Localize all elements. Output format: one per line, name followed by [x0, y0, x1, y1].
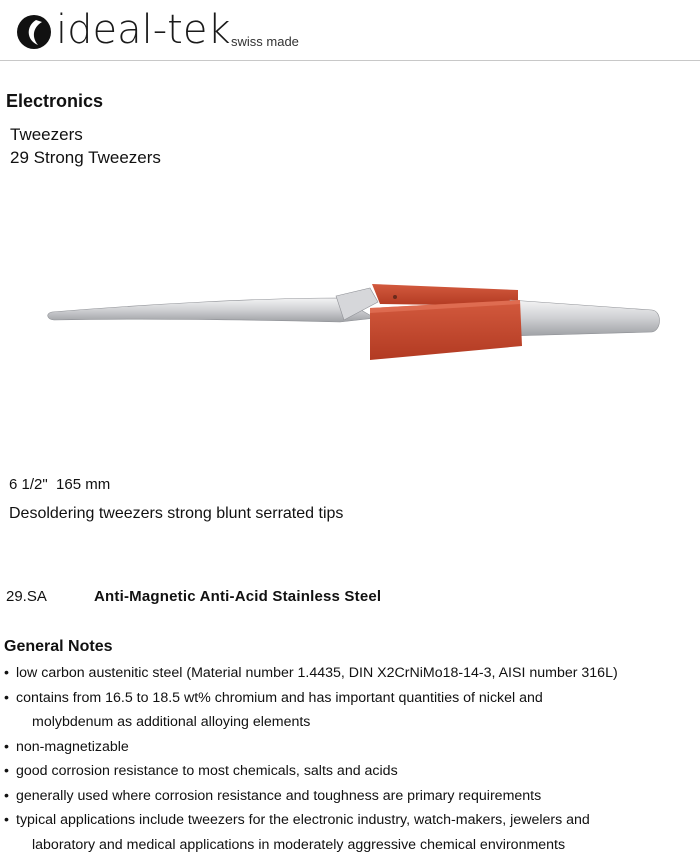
list-item: • contains from 16.5 to 18.5 wt% chromium and has important quantities of nickel and molybdenum as additional alloying elements — [4, 686, 698, 735]
ideal-tek-logo-icon — [16, 14, 52, 50]
bullet-icon: • — [4, 763, 9, 779]
product-size: 6 1/2" 165 mm — [9, 476, 111, 493]
breadcrumb-product-line: 29 Strong Tweezers — [10, 148, 161, 167]
brand-name: ideal-tek — [56, 7, 231, 53]
list-item: • low carbon austenitic steel (Material number 1.4435, DIN X2CrNiMo18-14-3, AISI number 316L) — [4, 661, 698, 686]
header — [0, 0, 700, 61]
bullet-icon: • — [4, 738, 9, 755]
product-description: Desoldering tweezers strong blunt serrated tips — [9, 505, 344, 522]
product-material: Anti-Magnetic Anti-Acid Stainless Steel — [94, 588, 382, 605]
list-item: • generally used where corrosion resistance and toughness are primary requirements — [4, 784, 698, 809]
bullet-icon: • — [4, 689, 9, 706]
product-code: 29.SA — [6, 588, 47, 605]
list-item: • good corrosion resistance to most chemicals, salts and acids — [4, 759, 698, 784]
bullet-icon: • — [4, 787, 9, 804]
bullet-icon: • — [4, 665, 9, 681]
bullet-icon: • — [4, 812, 9, 828]
brand-tagline: swiss made — [231, 34, 299, 49]
category-title: Electronics — [6, 91, 104, 111]
breadcrumb-tweezers: Tweezers — [10, 125, 83, 144]
list-item: • non-magnetizable — [4, 735, 698, 760]
general-notes-list — [4, 661, 698, 857]
general-notes-title: General Notes — [4, 638, 113, 655]
list-item: • typical applications include tweezers for the electronic industry, watch-makers, jewelers and laboratory and medical applications in moderately aggressive chemical environments — [4, 808, 698, 857]
tweezers-image — [40, 270, 670, 380]
